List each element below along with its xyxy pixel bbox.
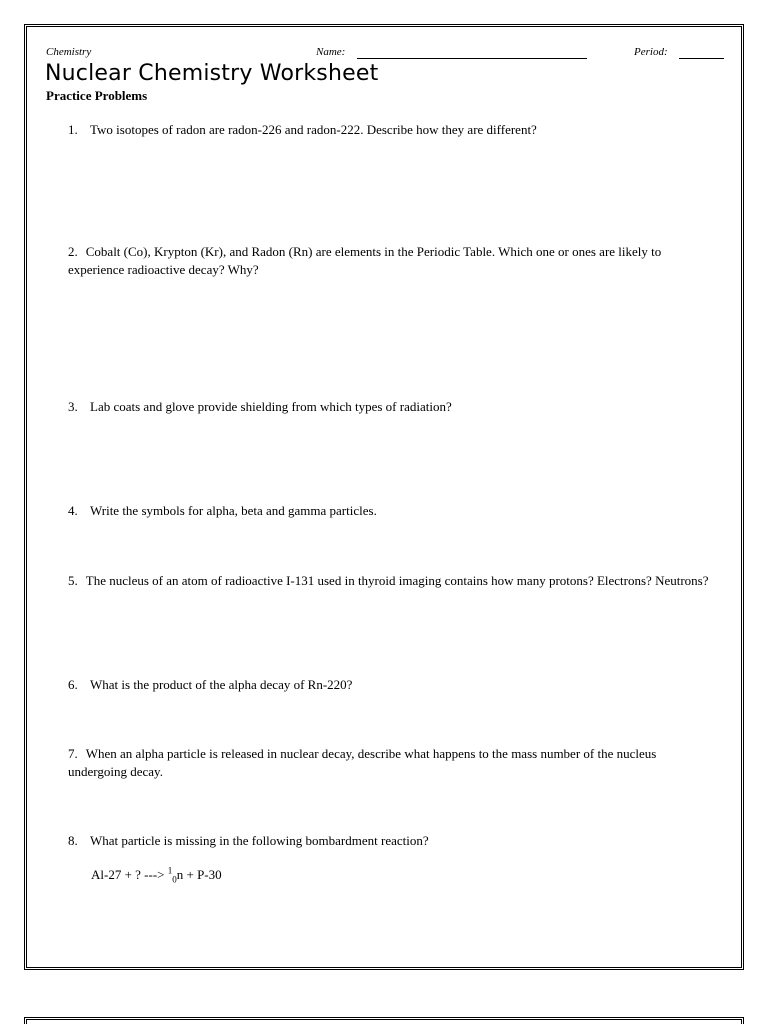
- next-page-border: [24, 1017, 744, 1024]
- equation-particle: n: [176, 867, 184, 882]
- question-number: 7.: [68, 746, 78, 761]
- question-number: 4.: [68, 503, 78, 518]
- question-3: [68, 398, 718, 416]
- question-6: [68, 676, 718, 694]
- name-label: Name:: [316, 46, 346, 58]
- question-5: [68, 572, 718, 590]
- question-text: Two isotopes of radon are radon-226 and radon-222. Describe how they are different?: [90, 122, 537, 137]
- question-number: 3.: [68, 399, 78, 414]
- worksheet-title: Nuclear Chemistry Worksheet: [45, 61, 379, 86]
- bombardment-equation: [91, 866, 222, 884]
- question-8: [68, 832, 718, 850]
- question-number: 5.: [68, 573, 78, 588]
- equation-left: Al-27 + ? --->: [91, 867, 168, 882]
- question-2: [68, 243, 718, 279]
- equation-mass-number: 1: [167, 865, 173, 876]
- period-label: Period:: [634, 46, 668, 58]
- question-text: Cobalt (Co), Krypton (Kr), and Radon (Rn) are elements in the Periodic Table. Which one or ones are likely to experience radioactive decay? Why?: [68, 244, 662, 277]
- equation-atomic-number: 0: [172, 874, 177, 885]
- worksheet-subtitle: Practice Problems: [46, 88, 148, 103]
- name-blank[interactable]: [357, 58, 587, 59]
- equation-right: + P-30: [183, 867, 222, 882]
- question-4: [68, 502, 718, 520]
- question-1: [68, 121, 718, 139]
- question-number: 8.: [68, 833, 78, 848]
- page-border: [24, 24, 744, 970]
- question-number: 1.: [68, 122, 78, 137]
- question-number: 6.: [68, 677, 78, 692]
- question-text: Lab coats and glove provide shielding from which types of radiation?: [90, 399, 452, 414]
- question-text: What is the product of the alpha decay of Rn-220?: [90, 677, 353, 692]
- question-number: 2.: [68, 244, 78, 259]
- question-7: [68, 745, 718, 781]
- course-label: Chemistry: [46, 46, 92, 58]
- question-text: What particle is missing in the following bombardment reaction?: [90, 833, 429, 848]
- question-text: When an alpha particle is released in nuclear decay, describe what happens to the mass number of the nucleus undergoing decay.: [68, 746, 657, 779]
- period-blank[interactable]: [679, 58, 724, 59]
- question-text: Write the symbols for alpha, beta and gamma particles.: [90, 503, 377, 518]
- question-text: The nucleus of an atom of radioactive I-131 used in thyroid imaging contains how many protons? Electrons? Neutrons?: [85, 573, 709, 588]
